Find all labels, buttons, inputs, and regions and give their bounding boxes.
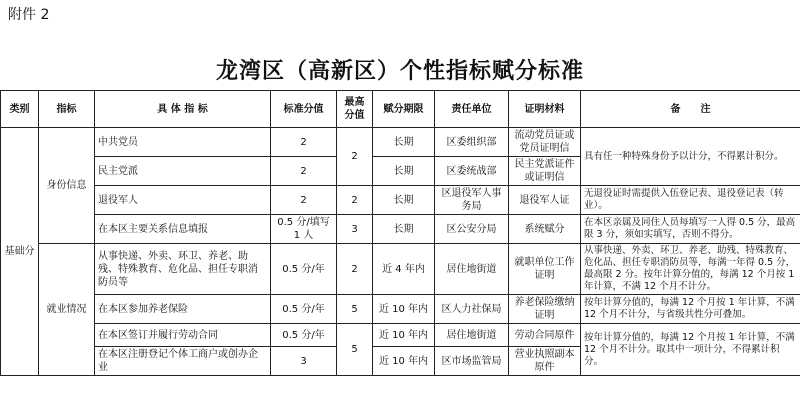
- table-row: [1, 324, 800, 347]
- note-cell: 在本区亲属及同住人员每填写一人得 0.5 分，最高限 3 分，须如实填写，否则不得分。: [581, 215, 800, 244]
- header-note: 备 注: [581, 91, 800, 128]
- header-max: 最高分值: [337, 91, 373, 128]
- detail-cell: 在本区签订并履行劳动合同: [95, 324, 271, 347]
- standard-cell: 2: [271, 186, 337, 215]
- max-cell: 5: [337, 295, 373, 324]
- header-unit: 责任单位: [435, 91, 509, 128]
- detail-cell: 民主党派: [95, 157, 271, 186]
- table-row: [1, 215, 800, 244]
- standard-cell: 0.5 分/填写 1 人: [271, 215, 337, 244]
- max-cell: 2: [337, 244, 373, 295]
- note-cell: 从事快递、外卖、环卫、养老、助残、特殊教育、危化品、担任专职消防员等，每满一年得 0.5 分，最高限 2 分。按年计算分值的，每满 12 个月按 1 年计算，不满 12 个月不计分。: [581, 244, 800, 295]
- page-title: 龙湾区（高新区）个性指标赋分标准: [215, 58, 584, 84]
- proof-cell: 劳动合同原件: [509, 324, 581, 347]
- attachment-label: 附件 2: [8, 7, 50, 23]
- header-indicator: 指标: [39, 91, 95, 128]
- header-category: 类别: [1, 91, 39, 128]
- max-cell: 2: [337, 186, 373, 215]
- category-cell: 基础分: [1, 128, 39, 376]
- detail-cell: 中共党员: [95, 128, 271, 157]
- proof-cell: 流动党员证或党员证明信: [509, 128, 581, 157]
- detail-cell: 在本区参加养老保险: [95, 295, 271, 324]
- standard-cell: 2: [271, 157, 337, 186]
- standard-cell: 0.5 分/年: [271, 295, 337, 324]
- unit-cell: 区人力社保局: [435, 295, 509, 324]
- unit-cell: 居住地街道: [435, 324, 509, 347]
- max-cell: 3: [337, 215, 373, 244]
- unit-cell: 区委组织部: [435, 128, 509, 157]
- unit-cell: 区委统战部: [435, 157, 509, 186]
- group-identity: 身份信息: [39, 128, 95, 244]
- proof-cell: 退役军人证: [509, 186, 581, 215]
- table-row: [1, 244, 800, 295]
- period-cell: 长期: [373, 128, 435, 157]
- max-cell: 5: [337, 324, 373, 376]
- standard-cell: 0.5 分/年: [271, 324, 337, 347]
- header-row: [1, 91, 800, 128]
- standard-cell: 0.5 分/年: [271, 244, 337, 295]
- group-employment: 就业情况: [39, 244, 95, 376]
- proof-cell: 养老保险缴纳证明: [509, 295, 581, 324]
- proof-cell: 民主党派证件或证明信: [509, 157, 581, 186]
- note-cell: 具有任一种特殊身份予以计分，不得累计积分。: [581, 128, 800, 186]
- header-proof: 证明材料: [509, 91, 581, 128]
- proof-cell: 就职单位工作证明: [509, 244, 581, 295]
- period-cell: 长期: [373, 215, 435, 244]
- proof-cell: 营业执照副本原件: [509, 347, 581, 376]
- header-period: 赋分期限: [373, 91, 435, 128]
- period-cell: 近 10 年内: [373, 324, 435, 347]
- period-cell: 近 10 年内: [373, 295, 435, 324]
- note-cell: 按年计算分值的，每满 12 个月按 1 年计算，不满 12 个月不计分。取其中一项计分，不得累计积分。: [581, 324, 800, 376]
- note-cell: 无退役证时需提供入伍登记表、退役登记表（转业）。: [581, 186, 800, 215]
- period-cell: 近 4 年内: [373, 244, 435, 295]
- table-row: [1, 128, 800, 157]
- proof-cell: 系统赋分: [509, 215, 581, 244]
- header-detail: 具 体 指 标: [95, 91, 271, 128]
- detail-cell: 退役军人: [95, 186, 271, 215]
- standard-cell: 3: [271, 347, 337, 376]
- note-cell: 按年计算分值的，每满 12 个月按 1 年计算，不满 12 个月不计分，与省级共性分可叠加。: [581, 295, 800, 324]
- scoring-table: [0, 90, 800, 376]
- unit-cell: 区公安分局: [435, 215, 509, 244]
- period-cell: 近 10 年内: [373, 347, 435, 376]
- detail-cell: 在本区注册登记个体工商户或创办企业: [95, 347, 271, 376]
- header-standard: 标准分值: [271, 91, 337, 128]
- standard-cell: 2: [271, 128, 337, 157]
- unit-cell: 居住地街道: [435, 244, 509, 295]
- max-cell: 2: [337, 128, 373, 186]
- table-row: [1, 295, 800, 324]
- detail-cell: 在本区主要关系信息填报: [95, 215, 271, 244]
- period-cell: 长期: [373, 186, 435, 215]
- table-row: [1, 186, 800, 215]
- unit-cell: 区退役军人事务局: [435, 186, 509, 215]
- detail-cell: 从事快递、外卖、环卫、养老、助残、特殊教育、危化品、担任专职消防员等: [95, 244, 271, 295]
- unit-cell: 区市场监管局: [435, 347, 509, 376]
- period-cell: 长期: [373, 157, 435, 186]
